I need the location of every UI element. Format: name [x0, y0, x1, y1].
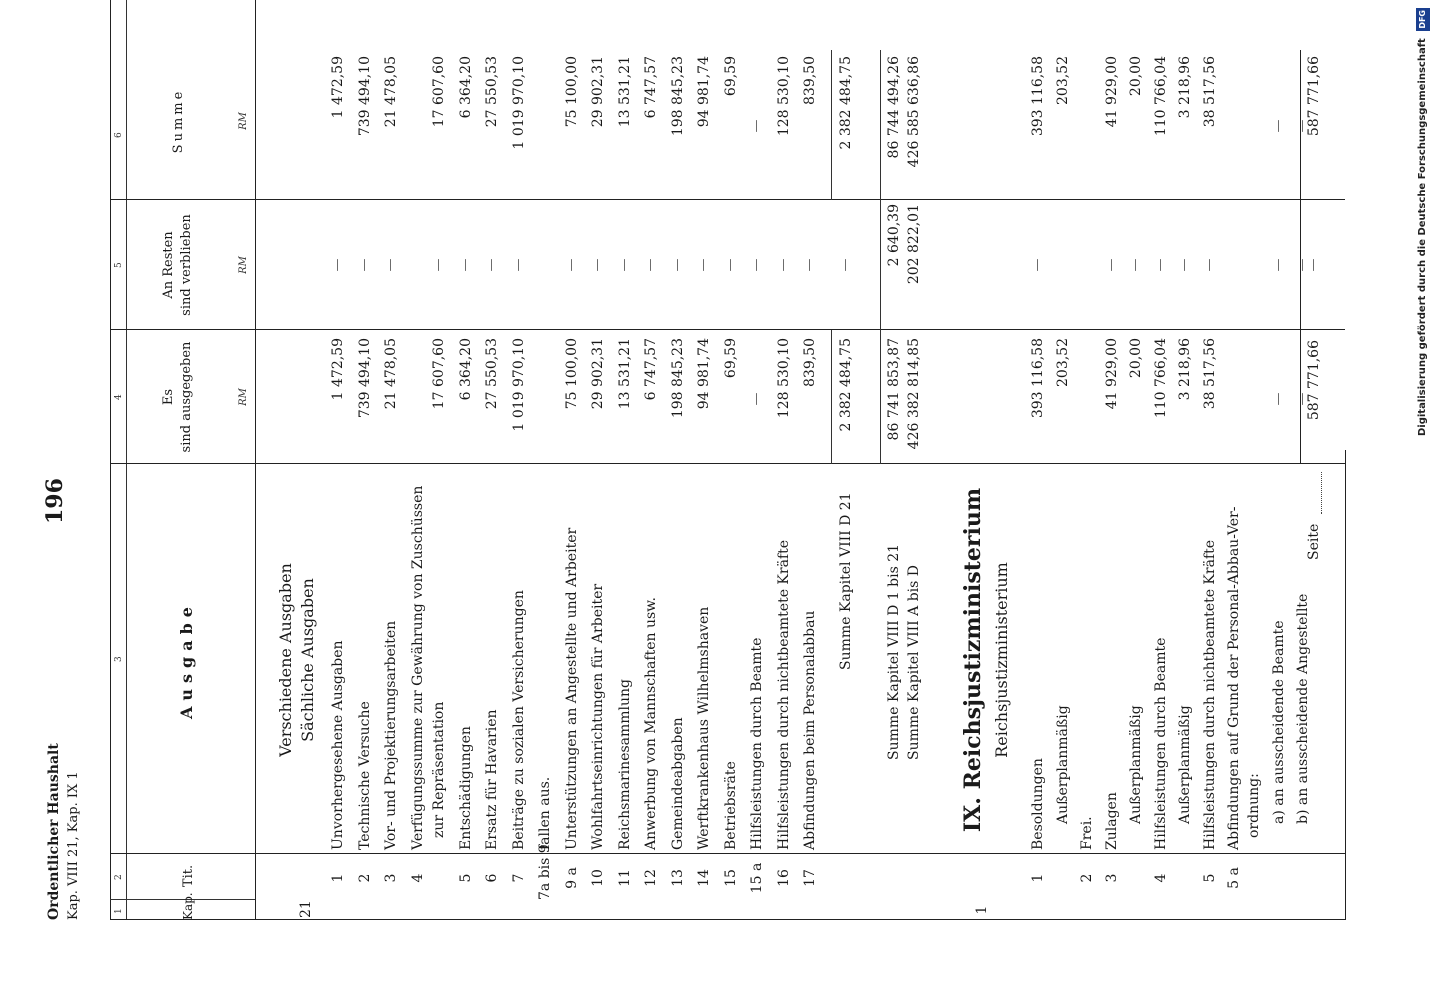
row-es: 20,00 [1128, 338, 1144, 379]
row-label: fallen aus. [537, 776, 554, 850]
row-reste: — [643, 258, 659, 272]
row-label: Abfindungen auf Grund der Personal-Abbau-Ver- [1226, 506, 1242, 850]
row-tit: 12 [643, 869, 660, 887]
row-reste: — [802, 258, 818, 272]
row-es: — [749, 392, 765, 406]
col-sep-4 [110, 329, 1345, 330]
row-tit: 1 [330, 873, 346, 883]
row-reste: — [431, 258, 447, 272]
row-summe: — [749, 119, 765, 133]
row-reste: — [1177, 258, 1192, 272]
header-es-line2: sind ausgegeben [179, 341, 194, 453]
row-es: 839,50 [802, 338, 819, 387]
row-summe: 1 019 970,10 [510, 56, 527, 150]
seite-label: Seite [1306, 523, 1322, 560]
row-summe: 13 531,21 [616, 56, 633, 128]
total-reste: — [838, 258, 853, 272]
row-summe: 20,00 [1128, 56, 1144, 97]
colnum-1: 1 [114, 908, 124, 914]
row-label: Besoldungen [1030, 758, 1046, 850]
row-label: Anwerbung von Mannschaften usw. [643, 597, 660, 850]
row-label: Reichsmarinesammlung [616, 679, 633, 850]
row-label: Wohlfahrtseinrichtungen für Arbeiter [590, 583, 607, 850]
row-tit: 5 [1201, 873, 1218, 883]
col-sep-5 [110, 199, 1345, 200]
unit-reste: RM [238, 256, 249, 274]
col-sep-3 [110, 463, 1345, 464]
row-summe: 393 116,58 [1030, 56, 1046, 137]
column-number-rule [126, 0, 127, 920]
row-summe: 27 550,53 [484, 56, 501, 128]
row-label: Unterstützungen an Angestellte und Arbeiter [563, 527, 580, 850]
seite-rule [1300, 50, 1301, 464]
colnum-3: 3 [114, 656, 124, 662]
row-reste: — [669, 258, 685, 272]
total-reste: 2 640,39 [886, 204, 902, 267]
row-tit: 17 [802, 869, 819, 887]
row-summe: 739 494,10 [356, 56, 373, 137]
unit-summe: RM [238, 112, 249, 130]
row-summe: 839,50 [802, 56, 819, 105]
row-reste: — [1128, 258, 1143, 272]
row-tit: 13 [669, 869, 686, 887]
row-tit: 11 [616, 869, 633, 887]
total-label: Summe Kapitel VIII D 21 [838, 492, 854, 670]
row-label: Hilfsleistungen durch nichtbeamtete Kräfte [1201, 539, 1218, 850]
row-label: Verfügungssumme zur Gewährung von Zuschüssen [409, 485, 426, 850]
seite-reste: — [1306, 258, 1321, 272]
row-reste: — [484, 258, 500, 272]
total-es: 2 382 484,75 [838, 338, 854, 432]
row-es: 198 845,23 [669, 338, 686, 419]
row-label: Außerplanmäßig [1177, 705, 1193, 824]
row-es: 41 929,00 [1103, 338, 1120, 410]
credit-text: Digitalisierung gefördert durch die Deutsche Forschungsgemeinschaft [1417, 38, 1428, 437]
total-es: 86 741 853,87 [886, 338, 902, 441]
row-label: Werftkrankenhaus Wilhelmshaven [696, 606, 713, 850]
total-summe: 2 382 484,75 [838, 56, 854, 150]
colnum-6: 6 [114, 132, 124, 138]
row-label: Unvorhergesehene Ausgaben [330, 640, 346, 850]
row-reste: — [696, 258, 712, 272]
seite-summe: 587 771,66 [1306, 56, 1322, 137]
row-tit: 15 a [749, 862, 766, 894]
row-summe: 41 929,00 [1103, 56, 1120, 128]
row-tit: 5 [457, 873, 474, 883]
unit-es: RM [238, 388, 249, 406]
row-tit: 2 [1079, 873, 1095, 883]
row-reste: — [1152, 258, 1168, 272]
row-label-cont: ordnung: [1246, 773, 1263, 838]
row-es: 29 902,31 [590, 338, 607, 410]
row-label: Abfindungen beim Personalabbau [802, 610, 819, 850]
row-tit: 4 [1152, 873, 1169, 883]
row-summe: 75 100,00 [563, 56, 580, 128]
row-tit: 9 a [563, 867, 580, 889]
row-es: 393 116,58 [1030, 338, 1046, 419]
col-sep-2 [110, 853, 1345, 854]
row-reste: — [775, 258, 791, 272]
row-reste: — [383, 258, 398, 272]
row-label: b) an ausscheidende Angestellte [1295, 593, 1312, 824]
header-es-line1: Es [161, 388, 176, 406]
row-es: 110 766,04 [1152, 338, 1169, 419]
row-summe: 128 530,10 [775, 56, 792, 137]
row-label: a) an ausscheidende Beamte [1270, 620, 1287, 824]
row-tit: 10 [590, 869, 607, 887]
row-label: Hilfsleistungen durch Beamte [749, 637, 766, 850]
row-tit: 4 [409, 873, 426, 883]
dfg-credit-text [1416, 8, 1430, 992]
row-reste: — [457, 258, 473, 272]
row-es: — [1295, 392, 1311, 406]
summe-subtotal-rule [831, 50, 832, 200]
row-label: Vor- und Projektierungsarbeiten [383, 620, 399, 850]
header-summe: Summe [171, 88, 186, 154]
page-number: 196 [42, 478, 68, 524]
header-tit: Tit. [181, 864, 196, 888]
header-reste-line2: sind verblieben [179, 214, 194, 316]
section2-heading: IX. Reichsjustizministerium [960, 487, 986, 833]
total-es: 426 382 814,85 [906, 338, 922, 450]
row-reste: — [1030, 258, 1045, 272]
row-es: 1 019 970,10 [510, 338, 527, 432]
total-label: Summe Kapitel VIII A bis D [906, 565, 922, 760]
row-label: Ersatz für Havarien [484, 709, 501, 850]
section1-kap: 21 [298, 900, 314, 918]
row-es: 38 517,56 [1201, 338, 1218, 410]
page-subtitle: Kap. VIII 21, Kap. IX 1 [66, 771, 81, 920]
row-es: 27 550,53 [484, 338, 501, 410]
row-tit: 2 [356, 873, 373, 883]
seite-es: 587 771,66 [1306, 340, 1322, 421]
col-sep-0 [110, 919, 1345, 920]
table-top-rule [110, 0, 111, 920]
row-summe: — [1295, 119, 1311, 133]
row-summe: 1 472,59 [330, 56, 346, 119]
row-label: Hilfsleistungen durch nichtbeamtete Kräfte [775, 539, 792, 850]
table-bottom-rule [1345, 450, 1346, 920]
row-es: 75 100,00 [563, 338, 580, 410]
row-tit: 16 [775, 869, 792, 887]
row-summe: 6 747,57 [643, 56, 660, 119]
row-es: 6 364,20 [457, 338, 474, 401]
row-label: Zulagen [1103, 792, 1120, 850]
section2-kap: 1 [974, 905, 990, 915]
row-tit: 14 [696, 869, 713, 887]
row-tit: 7a bis 9 [537, 844, 554, 900]
colnum-4: 4 [114, 394, 124, 400]
row-es: 69,59 [722, 338, 739, 379]
header-kap: Kap. [181, 892, 195, 920]
row-es: 739 494,10 [356, 338, 373, 419]
header-bottom-rule [255, 0, 256, 920]
row-label: Entschädigungen [457, 726, 474, 850]
row-label: Außerplanmäßig [1054, 705, 1071, 824]
row-es: 17 607,60 [431, 338, 448, 410]
row-reste: — [356, 258, 372, 272]
es-subtotal-rule [831, 330, 832, 464]
row-summe: 69,59 [722, 56, 739, 97]
colnum-2: 2 [114, 874, 124, 880]
row-tit: 6 [484, 873, 501, 883]
row-es: 6 747,57 [643, 338, 660, 401]
row-es: 1 472,59 [330, 338, 346, 401]
colnum-5: 5 [114, 262, 124, 268]
seite-leader [1321, 472, 1322, 514]
row-tit: 15 [722, 869, 739, 887]
row-reste: — [616, 258, 632, 272]
row-es: 94 981,74 [696, 338, 713, 410]
row-summe: 21 478,05 [383, 56, 399, 128]
row-label: Frei. [1079, 816, 1095, 850]
row-summe: 38 517,56 [1201, 56, 1218, 128]
row-summe: — [1270, 119, 1286, 133]
row-label: Hilfsleistungen durch Beamte [1152, 637, 1169, 850]
dfg-credit [1416, 8, 1430, 992]
row-es: 203,52 [1054, 338, 1071, 387]
row-reste: — [590, 258, 606, 272]
row-reste: — [330, 258, 345, 272]
section1-heading: Verschiedene Ausgaben [276, 563, 295, 757]
total-summe: 86 744 494,26 [886, 56, 902, 159]
section1-subheading: Sächliche Ausgaben [298, 578, 317, 742]
row-tit: 1 [1030, 873, 1046, 883]
header-reste-line1: An Resten [161, 231, 176, 299]
row-summe: 198 845,23 [669, 56, 686, 137]
row-es: 128 530,10 [775, 338, 792, 419]
total-summe: 426 585 636,86 [906, 56, 922, 168]
row-label: Beiträge zu sozialen Versicherungen [510, 590, 527, 850]
total-reste: 202 822,01 [906, 204, 922, 285]
row-label: Technische Versuche [356, 701, 373, 850]
row-label: Betriebsräte [722, 761, 739, 850]
totals-rule [880, 50, 881, 464]
row-tit: 3 [1103, 873, 1120, 883]
total-label: Summe Kapitel VIII D 1 bis 21 [886, 543, 902, 760]
row-es: 13 531,21 [616, 338, 633, 410]
row-summe: 17 607,60 [431, 56, 448, 128]
header-ausgabe: Ausgabe [177, 601, 196, 719]
row-reste: — [1201, 258, 1217, 272]
row-label: Gemeindeabgaben [669, 717, 686, 850]
row-reste: — [1103, 258, 1119, 272]
row-summe: 29 902,31 [590, 56, 607, 128]
row-summe: 3 218,96 [1177, 56, 1193, 119]
row-reste: — [563, 258, 579, 272]
row-label: Außerplanmäßig [1128, 705, 1144, 824]
row-tit: 7 [510, 873, 527, 883]
row-reste: — [1295, 258, 1311, 272]
row-reste: — [722, 258, 738, 272]
row-reste: — [1270, 258, 1286, 272]
row-summe: 94 981,74 [696, 56, 713, 128]
row-es: — [1270, 392, 1286, 406]
row-es: 3 218,96 [1177, 338, 1193, 401]
row-summe: 110 766,04 [1152, 56, 1169, 137]
dfg-logo: DFG [1416, 8, 1430, 31]
row-tit: 3 [383, 873, 399, 883]
row-es: 21 478,05 [383, 338, 399, 410]
row-reste: — [510, 258, 526, 272]
row-reste: — [749, 258, 765, 272]
page-title: Ordentlicher Haushalt [46, 743, 62, 920]
row-summe: 6 364,20 [457, 56, 474, 119]
row-summe: 203,52 [1054, 56, 1071, 105]
row-tit: 5 a [1226, 867, 1242, 889]
section2-subheading: Reichsjustizministerium [992, 562, 1011, 758]
row-label-cont: zur Repräsentation [431, 701, 448, 838]
